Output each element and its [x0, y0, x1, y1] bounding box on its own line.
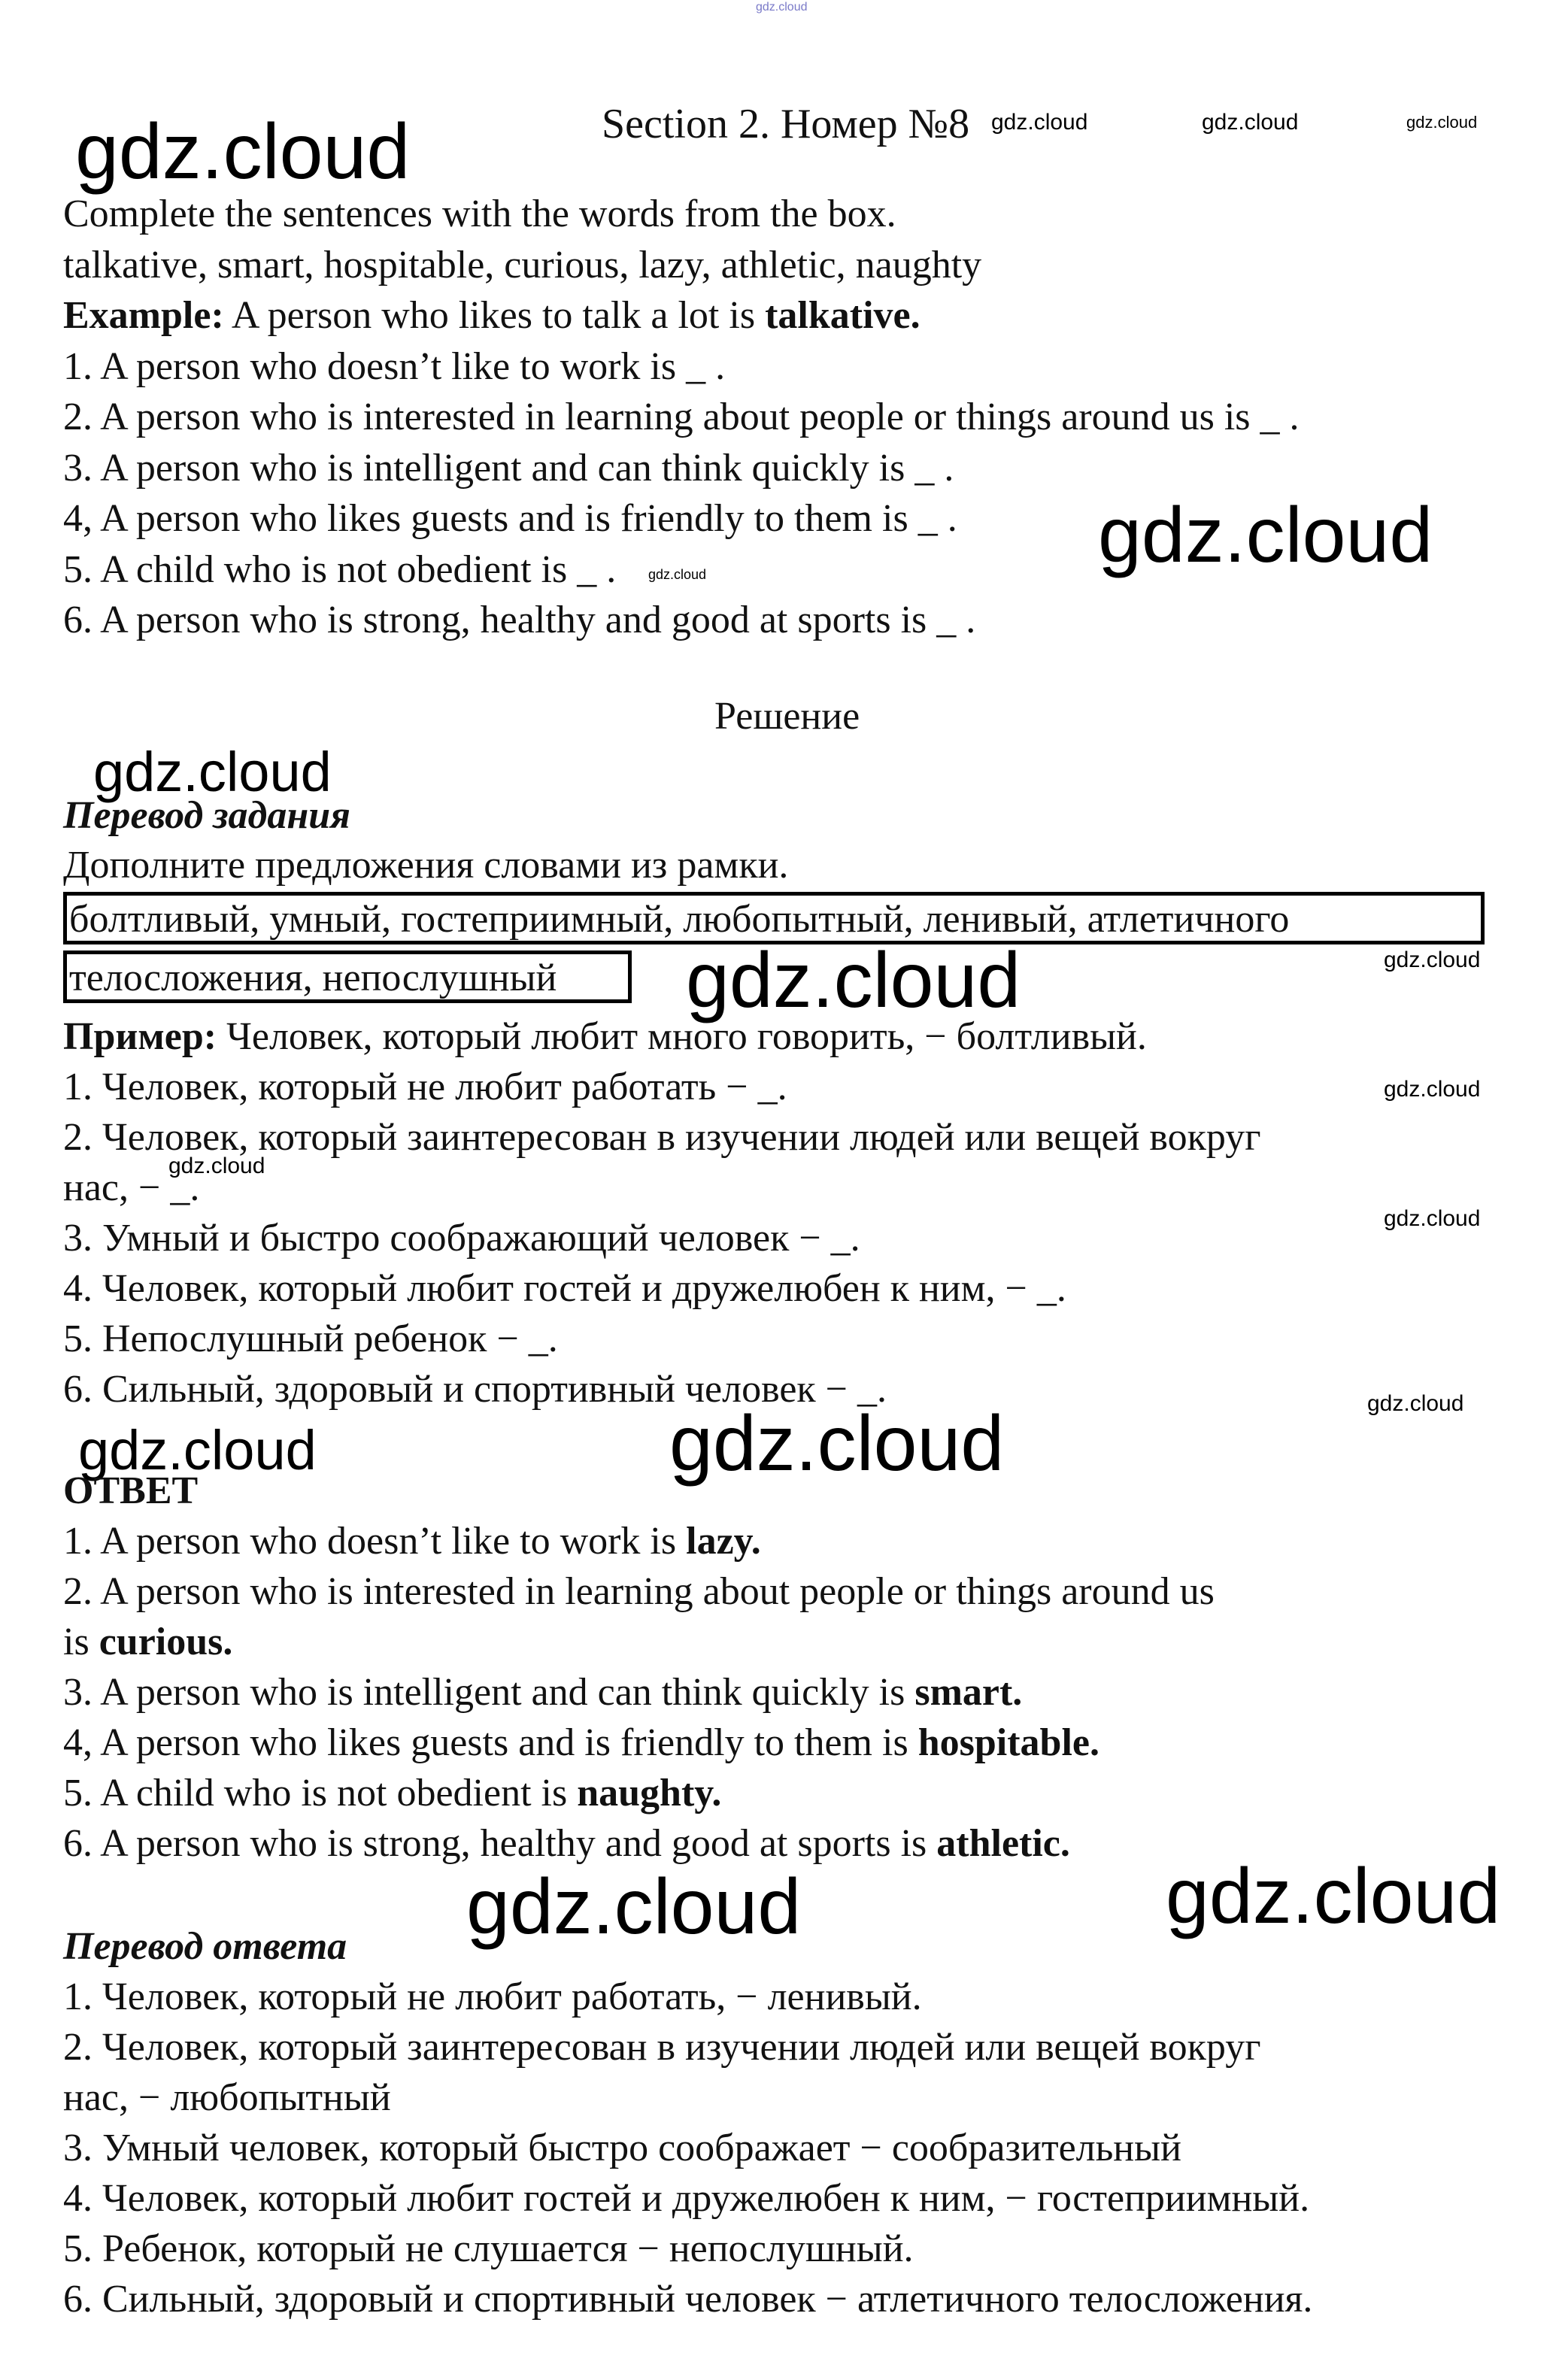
task-instruction: Complete the sentences with the words from the box.	[63, 193, 896, 235]
answer-text: 3. A person who is intelligent and can think quickly is	[63, 1671, 915, 1714]
answer-text: 4, A person who likes guests and is friendly to them is	[63, 1721, 918, 1764]
answer-text: is	[63, 1621, 99, 1663]
watermark-top: gdz.cloud	[756, 1, 808, 14]
watermark-large: gdz.cloud	[669, 1400, 1005, 1487]
word-box-ru-line2: телосложения, непослушный	[69, 957, 557, 999]
watermark-large: gdz.cloud	[1098, 492, 1433, 579]
answer-text: 6. A person who is strong, healthy and good at sports is	[63, 1822, 937, 1865]
answer-text: 1. A person who doesn’t like to work is	[63, 1520, 687, 1563]
answer-word: lazy.	[686, 1520, 761, 1563]
watermark-large: gdz.cloud	[93, 741, 332, 803]
answer-word: curious.	[99, 1621, 233, 1663]
answer-translation-item: 1. Человек, который не любит работать, − ленивый.	[63, 1975, 922, 2018]
task-item: 1. A person who doesn’t like to work is _ .	[63, 345, 726, 388]
answer-translation-item: 4. Человек, который любит гостей и дружелюбен к ним, − гостеприимный.	[63, 2177, 1310, 2220]
translation-instruction: Дополните предложения словами из рамки.	[63, 844, 789, 887]
watermark-small: gdz.cloud	[1384, 1077, 1481, 1102]
translation-item: 6. Сильный, здоровый и спортивный человек − _.	[63, 1368, 887, 1411]
translation-item: нас, − _.	[63, 1166, 200, 1209]
answer-word: naughty.	[577, 1772, 722, 1815]
translation-item: 4. Человек, который любит гостей и дружелюбен к ним, − _.	[63, 1267, 1066, 1310]
translation-item: 1. Человек, который не любит работать − _.	[63, 1066, 787, 1108]
answer-translation-item: 3. Умный человек, который быстро соображает − сообразительный	[63, 2127, 1181, 2169]
watermark-large: gdz.cloud	[686, 937, 1021, 1024]
word-box-ru-line1: болтливый, умный, гостеприимный, любопытный, ленивый, атлетичного	[69, 898, 1290, 941]
answer-text: 2. A person who is interested in learning about people or things around us	[63, 1570, 1215, 1613]
page-title: Section 2. Номер №8	[602, 101, 970, 147]
translation-heading: Перевод задания	[63, 794, 350, 837]
answer-translation-item: 6. Сильный, здоровый и спортивный человек − атлетичного телосложения.	[63, 2278, 1313, 2321]
answer-translation-item: 5. Ребенок, который не слушается − непослушный.	[63, 2227, 914, 2270]
answer-text: 5. A child who is not obedient is	[63, 1772, 578, 1815]
answer-item	[63, 1769, 1517, 1818]
answer-item	[63, 1819, 1517, 1869]
task-item: 6. A person who is strong, healthy and good at sports is _ .	[63, 599, 976, 641]
watermark-small: gdz.cloud	[168, 1154, 265, 1178]
task-item: 2. A person who is interested in learning about people or things around us is _ .	[63, 396, 1300, 438]
task-example	[63, 291, 1517, 341]
example-answer: talkative.	[765, 294, 921, 337]
translation-example	[63, 1012, 1517, 1062]
answer-item	[63, 1718, 1517, 1768]
answer-translation-heading: Перевод ответа	[63, 1925, 347, 1968]
watermark-large: gdz.cloud	[75, 108, 411, 196]
task-item: 4, A person who likes guests and is friendly to them is _ .	[63, 497, 957, 540]
answer-item	[63, 1668, 1517, 1718]
answer-word: hospitable.	[917, 1721, 1099, 1764]
solution-heading: Решение	[714, 695, 860, 738]
watermark-small: gdz.cloud	[1202, 110, 1299, 135]
watermark-small: gdz.cloud	[991, 110, 1088, 135]
example-label-ru: Пример:	[63, 1015, 217, 1058]
watermark-small: gdz.cloud	[1367, 1391, 1464, 1416]
watermark-small: gdz.cloud	[1384, 947, 1481, 972]
example-text: A person who likes to talk a lot is	[223, 294, 766, 337]
answer-item	[63, 1567, 1517, 1617]
task-item: 3. A person who is intelligent and can think quickly is _ .	[63, 447, 954, 490]
watermark-large: gdz.cloud	[466, 1863, 802, 1951]
answer-translation-item: нас, − любопытный	[63, 2076, 391, 2119]
watermark-small: gdz.cloud	[1406, 113, 1478, 132]
word-box-text: talkative, smart, hospitable, curious, lazy, athletic, naughty	[63, 244, 982, 287]
translation-item: 3. Умный и быстро соображающий человек − _.	[63, 1217, 860, 1260]
watermark-large: gdz.cloud	[1166, 1853, 1501, 1940]
watermark-small: gdz.cloud	[1384, 1206, 1481, 1231]
answer-word: smart.	[914, 1671, 1023, 1714]
translation-item: 2. Человек, который заинтересован в изучении людей или вещей вокруг	[63, 1116, 1261, 1159]
answer-item	[63, 1517, 1517, 1566]
translation-item: 5. Непослушный ребенок − _.	[63, 1317, 558, 1360]
answer-word: athletic.	[936, 1822, 1070, 1865]
answer-heading: ОТВЕТ	[63, 1469, 199, 1512]
example-text-ru: Человек, который любит много говорить, − болтливый.	[217, 1015, 1147, 1058]
example-label: Example:	[63, 294, 224, 337]
watermark-small: gdz.cloud	[648, 567, 707, 582]
answer-translation-item: 2. Человек, который заинтересован в изучении людей или вещей вокруг	[63, 2026, 1261, 2069]
task-item: 5. A child who is not obedient is _ .	[63, 548, 617, 591]
answer-item	[63, 1617, 1517, 1667]
watermark-large: gdz.cloud	[78, 1419, 317, 1481]
